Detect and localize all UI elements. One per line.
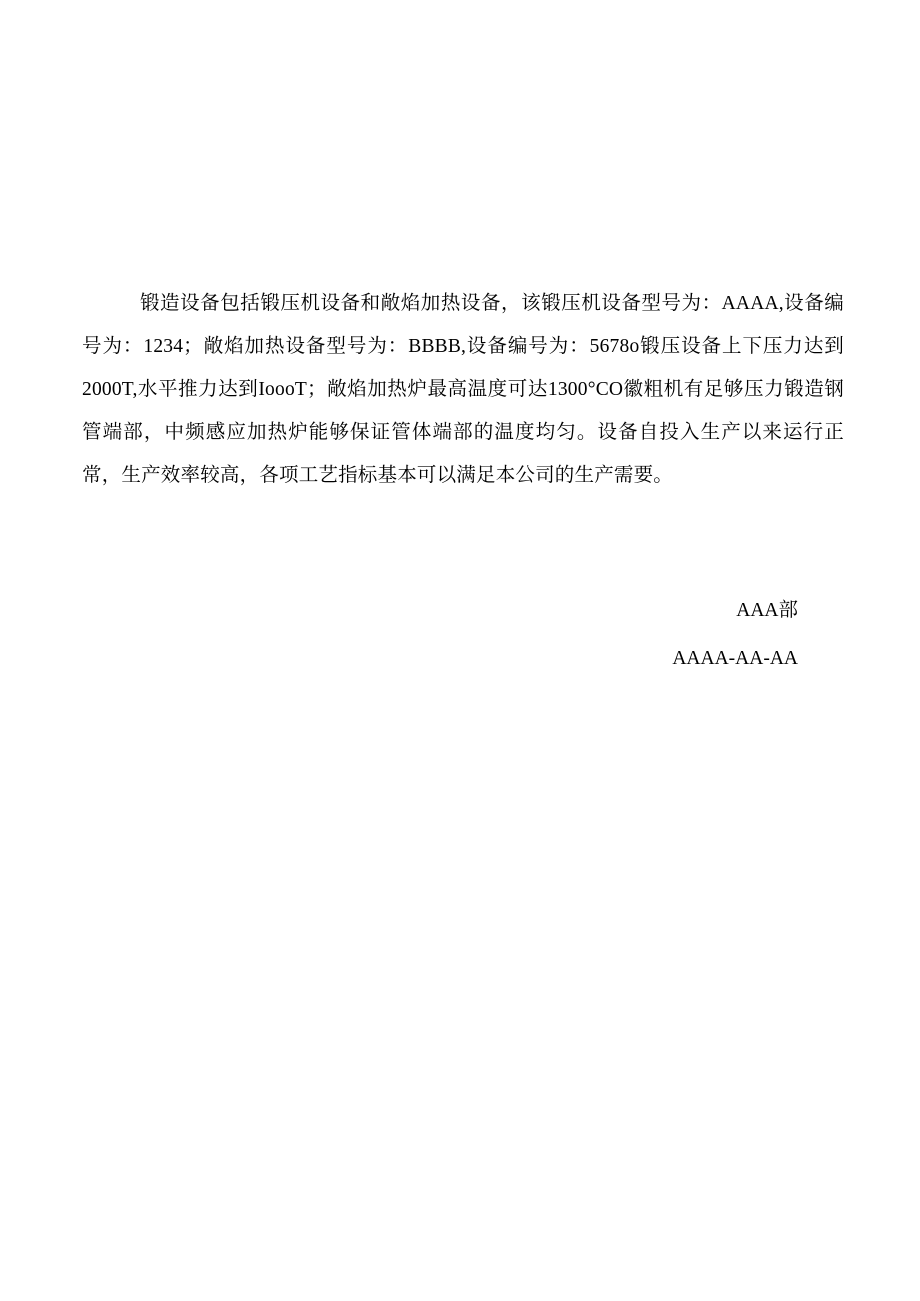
department-signature: AAA部 xyxy=(736,600,798,621)
signature-block xyxy=(672,595,798,675)
body-paragraph: 锻造设备包括锻压机设备和敞焰加热设备，该锻压机设备型号为：AAAA,设备编号为：1234；敞焰加热设备型号为：BBBB,设备编号为：5678o锻压设备上下压力达到2000T,水平推力达到IoooT；敞焰加热炉最高温度可达1300°CO徽粗机有足够压力锻造钢管端部，中频感应加热炉能够保证管体端部的温度均匀。设备自投入生产以来运行正常，生产效率较高，各项工艺指标基本可以满足本公司的生产需要。 xyxy=(82,293,844,486)
signature-date: AAAA-AA-AA xyxy=(672,648,798,669)
